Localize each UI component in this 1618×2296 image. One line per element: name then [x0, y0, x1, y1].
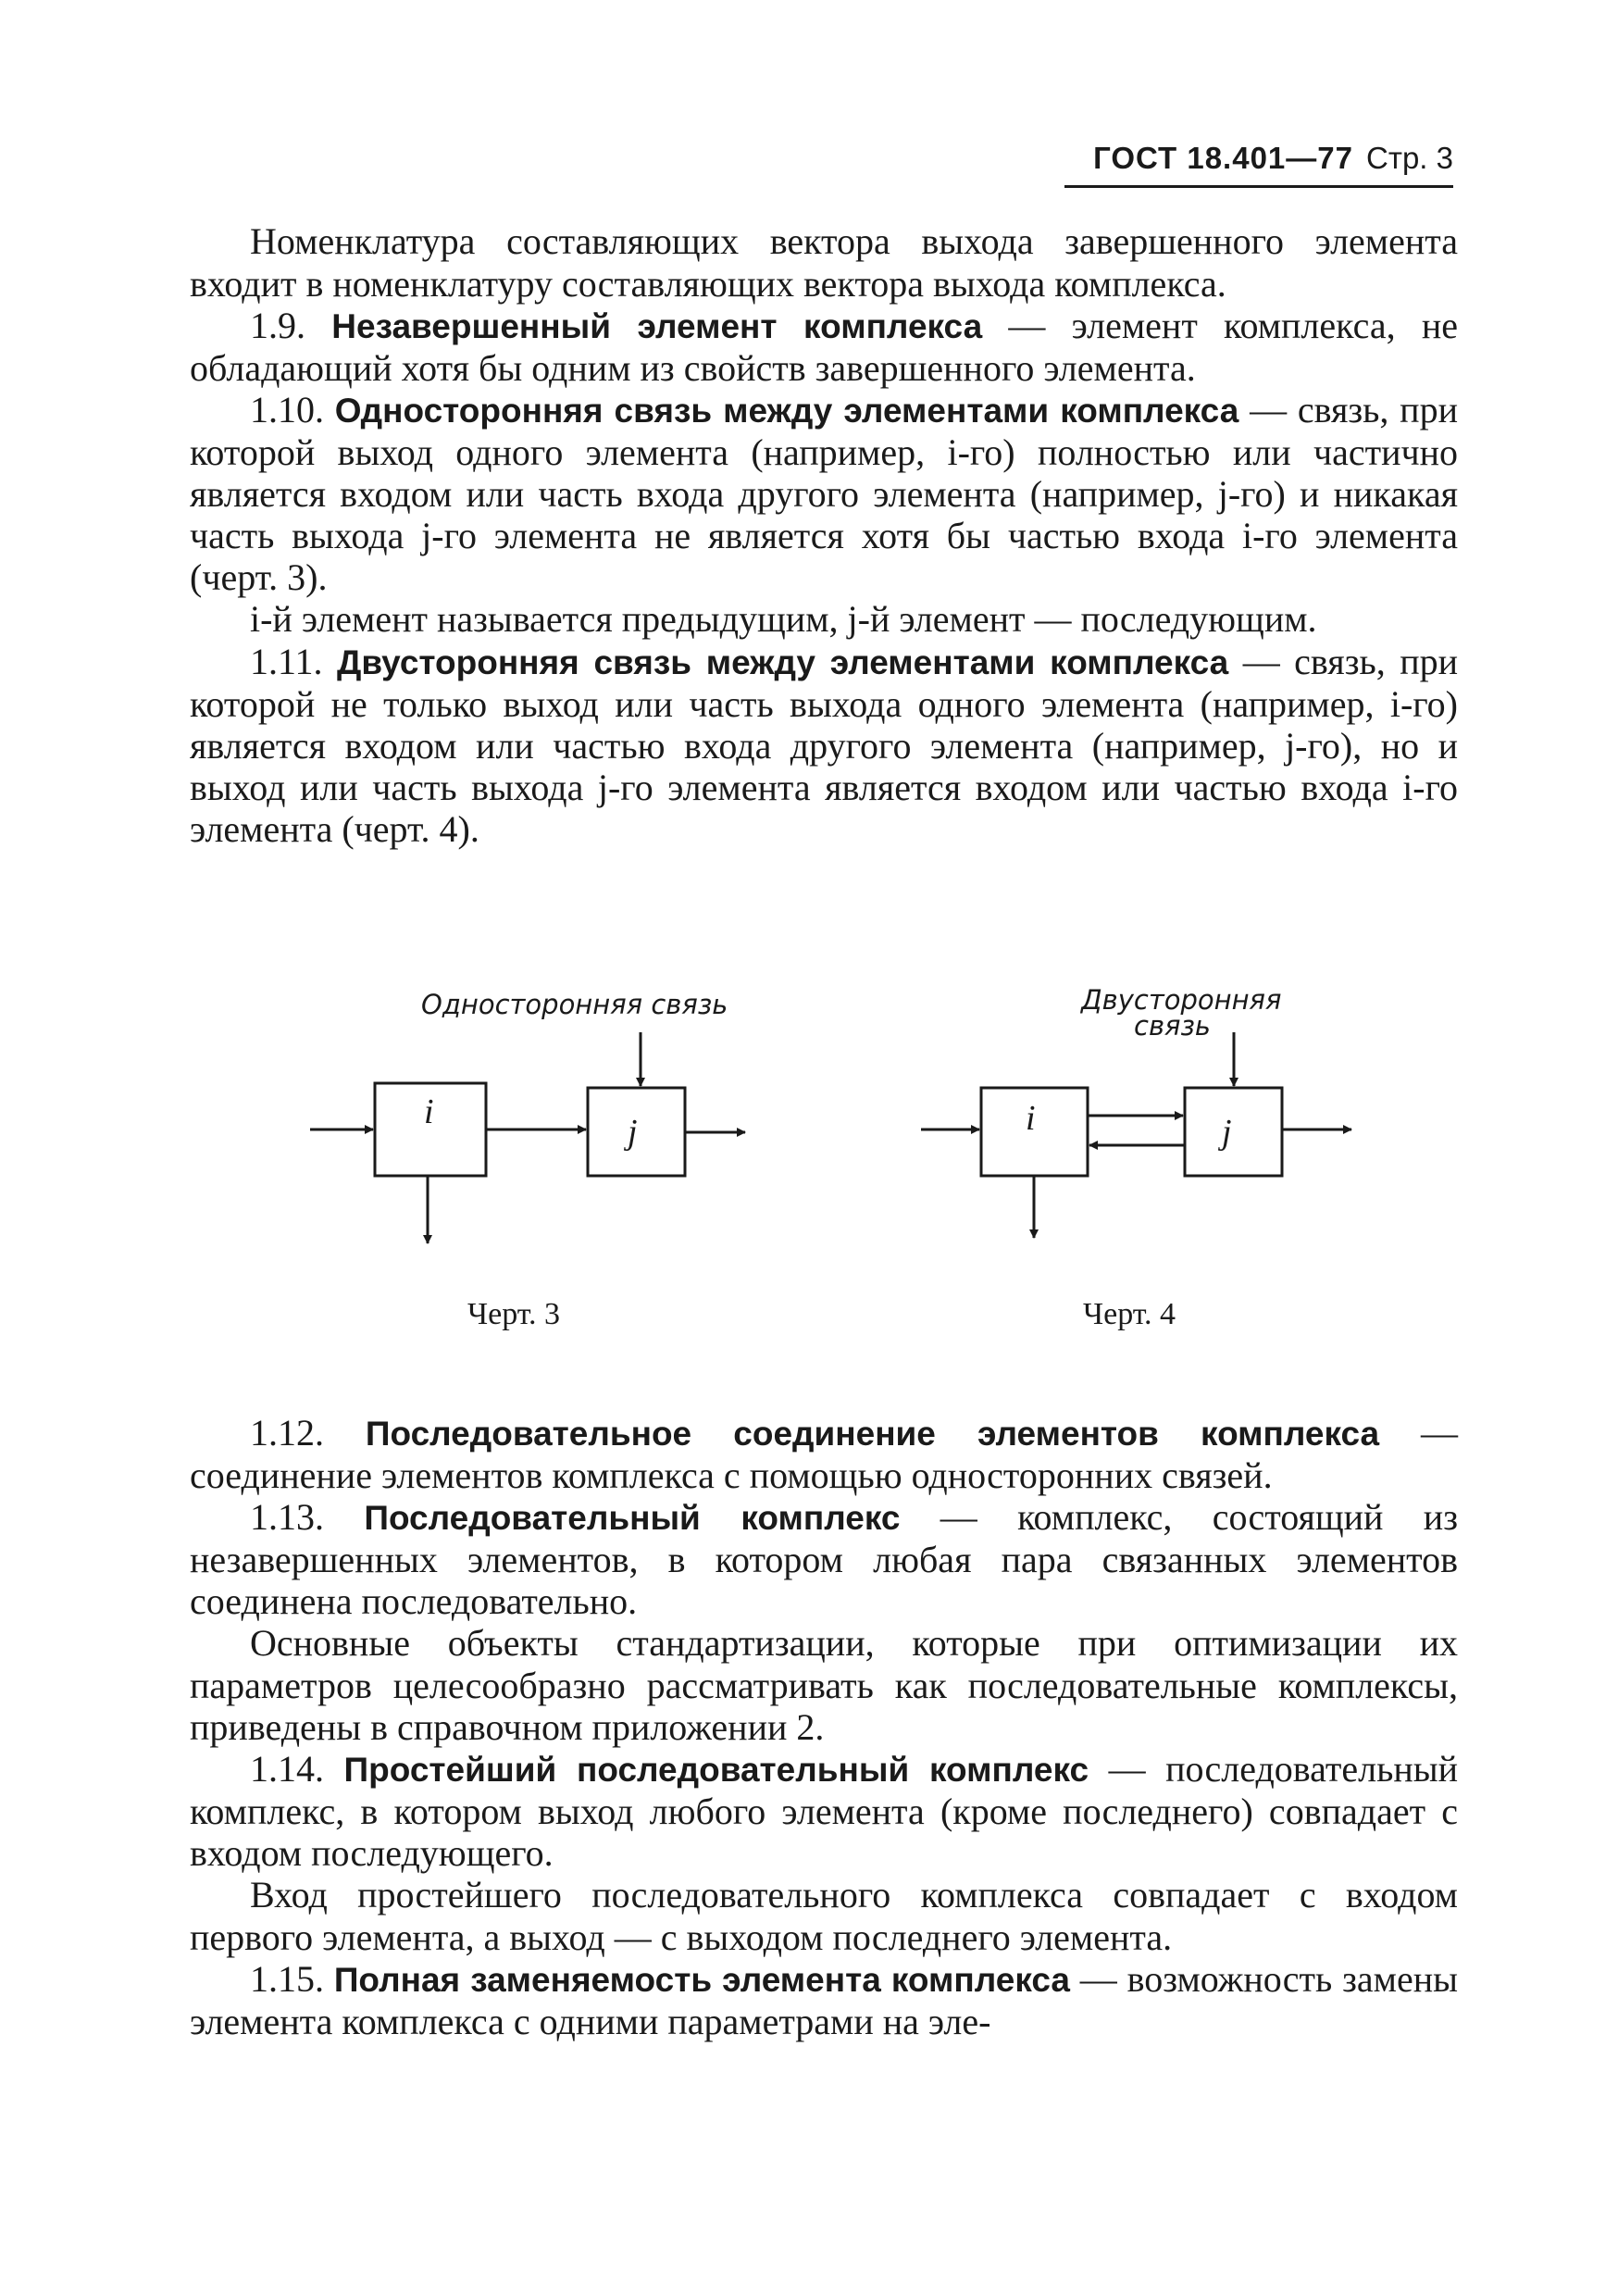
element-j-label: j	[1222, 1113, 1232, 1152]
figure-4-number: Черт. 4	[1083, 1297, 1176, 1331]
figure-4-caption-line2: связь	[1134, 1010, 1211, 1042]
body-text-top	[190, 220, 1458, 850]
paragraph: 1.12. Последовательное соединение элементов комплекса — соединение элементов комплекса с помощью односторонних связей.	[190, 1412, 1458, 1496]
figure-3	[310, 1032, 745, 1243]
paragraph: 1.11. Двусторонняя связь между элементами комплекса — связь, при которой не только выход или часть выхода одного элемента (например, i-го) является входом или частью входа другого элемента (например, j-го), но и выход или часть выхода j-го элемента является входом или частью входа i-го элемента (черт. 4).	[190, 641, 1459, 850]
paragraph: i-й элемент называется предыдущим, j-й элемент — последующим.	[250, 598, 1317, 640]
paragraph: 1.10. Односторонняя связь между элементами комплекса — связь, при которой выход одного элемента (например, i-го) полностью или частично является входом или часть входа другого элемента (например, j-го) и никакая часть выхода j-го элемента не является хотя бы частью входа i-го элемента (черт. 3).	[190, 389, 1458, 598]
paragraph: 1.14. Простейший последовательный комплекс — последовательный комплекс, в котором выход любого элемента (кроме последнего) совпадает с входом последующего.	[190, 1748, 1459, 1874]
page-number: Стр. 3	[1366, 141, 1453, 175]
figures-diagram	[0, 967, 1618, 1347]
paragraph: 1.15. Полная заменяемость элемента комплекса — возможность замены элемента комплекса с одними параметрами на эле-	[190, 1958, 1458, 2042]
page-header	[1064, 141, 1453, 176]
element-j-box	[1185, 1088, 1282, 1176]
paragraph: Номенклатура составляющих вектора выхода завершенного элемента входит в номенклатуру составляющих вектора выхода комплекса.	[190, 220, 1458, 305]
figure-4	[921, 1032, 1351, 1238]
figure-3-caption: Односторонняя связь	[421, 989, 728, 1020]
paragraph: 1.13. Последовательный комплекс — комплекс, состоящий из незавершенных элементов, в котором любая пара связанных элементов соединена последовательно.	[190, 1496, 1458, 1622]
document-number: ГОСТ 18.401—77	[1093, 141, 1353, 175]
paragraph: 1.9. Незавершенный элемент комплекса — элемент комплекса, не обладающий хотя бы одним из свойств завершенного элемента.	[190, 305, 1458, 389]
element-i-label: i	[424, 1092, 434, 1131]
body-text-bottom	[190, 1412, 1458, 2042]
element-j-label: j	[628, 1113, 638, 1152]
header-rule	[1064, 185, 1453, 188]
paragraph: Вход простейшего последовательного комплекса совпадает с входом первого элемента, а выход — с выходом последнего элемента.	[190, 1874, 1458, 1958]
element-i-label: i	[1026, 1099, 1036, 1138]
figure-4-caption-line1: Двусторонняя	[1081, 984, 1282, 1016]
paragraph: Основные объекты стандартизации, которые при оптимизации их параметров целесообразно рассматривать как последовательные комплексы, приведены в справочном приложении 2.	[190, 1622, 1458, 1748]
figure-3-number: Черт. 3	[467, 1297, 561, 1331]
